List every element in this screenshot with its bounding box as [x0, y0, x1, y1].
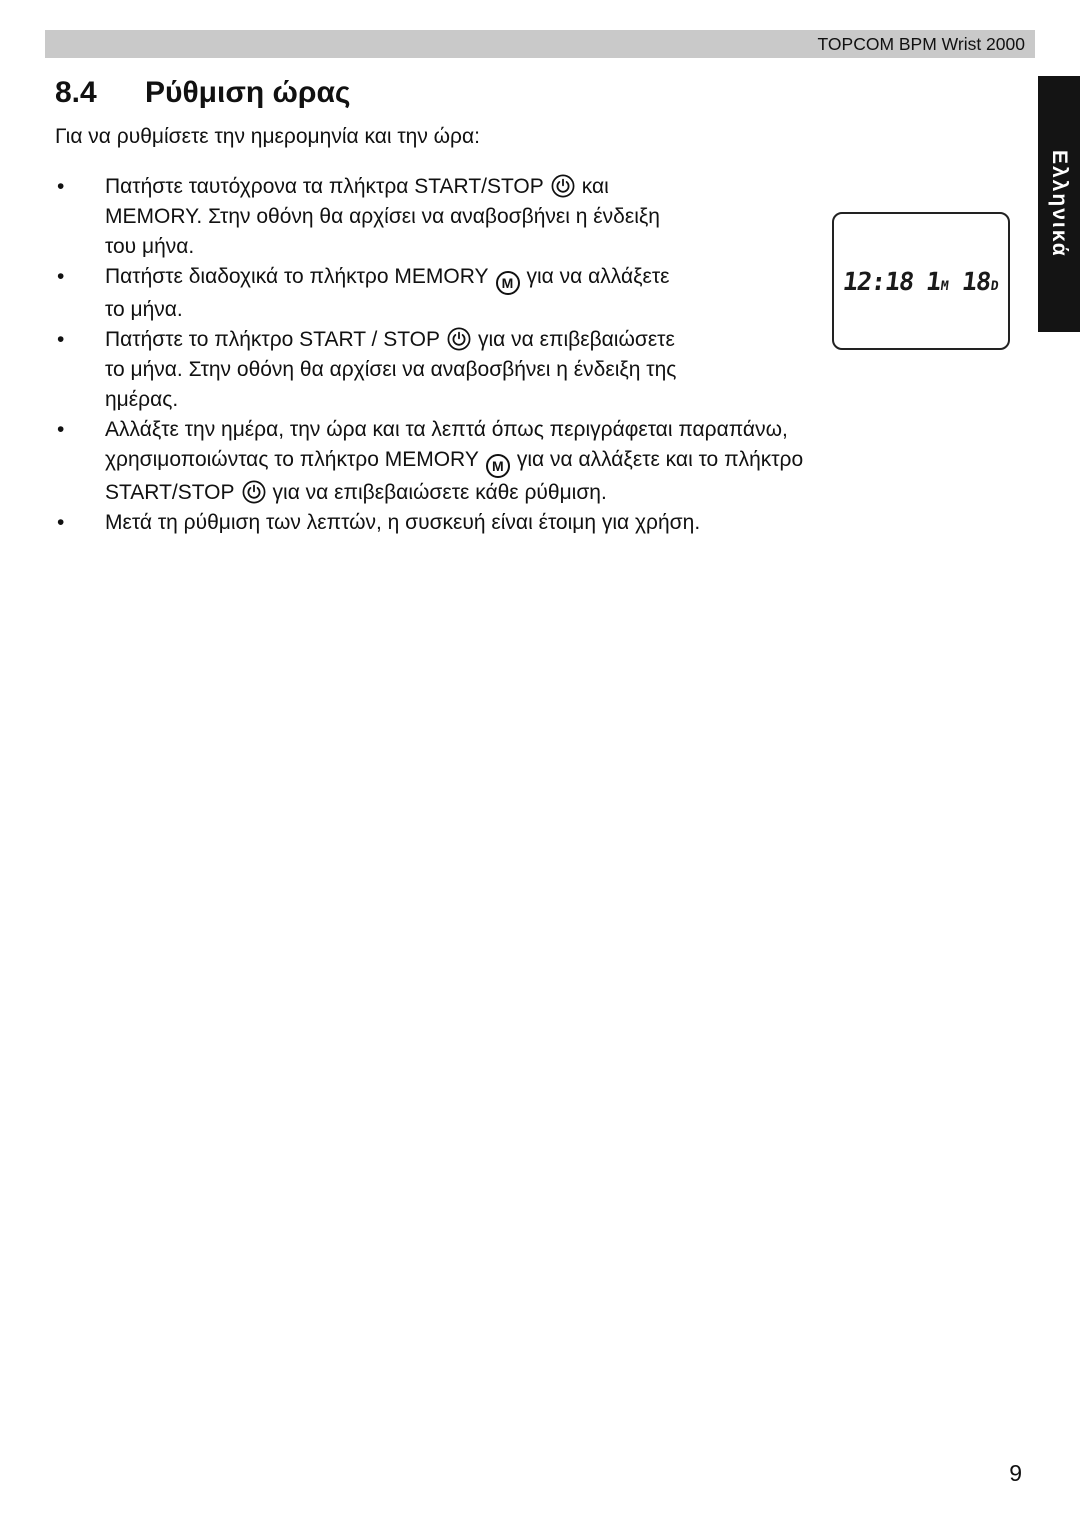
bullet-text: ημέρας.: [105, 388, 179, 411]
header-bar: [45, 30, 1035, 58]
text-line: [105, 172, 1015, 202]
section-title: Ρύθμιση ώρας: [145, 76, 351, 109]
text-line: [105, 262, 1015, 295]
bullet-text: για να αλλάξετε και το πλήκτρο: [516, 448, 804, 471]
bullet-text: Πατήστε ταυτόχρονα τα πλήκτρα START/STOP: [105, 175, 544, 198]
section-heading: [55, 76, 1015, 110]
page-number: 9: [1009, 1460, 1022, 1486]
memory-button-icon: M: [486, 454, 510, 478]
bullet-text: και: [581, 175, 609, 198]
bullet-text: START/STOP: [105, 481, 235, 504]
text-line: [105, 355, 1015, 385]
list-item: [55, 415, 1015, 508]
lcd-day-unit: D: [989, 278, 1000, 294]
bullet-text: για να επιβεβαιώσετε: [478, 328, 675, 351]
start-stop-power-icon: [551, 174, 575, 198]
text-line: [105, 232, 1015, 262]
memory-button-icon: M: [496, 271, 520, 295]
bullet-text: Πατήστε το πλήκτρο START / STOP: [105, 328, 440, 351]
text-line: [105, 202, 1015, 232]
list-item: [55, 262, 1015, 325]
text-line: [105, 325, 1015, 355]
bullet-text: το μήνα.: [105, 298, 183, 321]
bullet-text: Αλλάξτε την ημέρα, την ώρα και τα λεπτά όπως περιγράφεται παραπάνω,: [105, 418, 788, 441]
start-stop-power-icon: [447, 327, 471, 351]
lcd-time: 12:18: [841, 266, 915, 296]
bullet-text: Πατήστε διαδοχικά το πλήκτρο MEMORY: [105, 265, 489, 288]
bullet-text: MEMORY. Στην οθόνη θα αρχίσει να αναβοσβήνει η ένδειξη: [105, 205, 660, 228]
bullet-text: το μήνα. Στην οθόνη θα αρχίσει να αναβοσβήνει η ένδειξη της: [105, 358, 677, 381]
list-item: [55, 325, 1015, 415]
text-line: [105, 478, 1015, 508]
bullet-text: χρησιμοποιώντας το πλήκτρο MEMORY: [105, 448, 479, 471]
text-line: [105, 445, 1015, 478]
lcd-day-value: 18: [960, 266, 992, 296]
content: [55, 76, 1015, 538]
bullet-text: για να επιβεβαιώσετε κάθε ρύθμιση.: [272, 481, 607, 504]
text-line: [105, 295, 1015, 325]
lcd-month-value: 1: [924, 266, 943, 296]
lcd-month-unit: M: [939, 278, 950, 294]
product-title: TOPCOM BPM Wrist 2000: [817, 33, 1025, 54]
list-item: [55, 172, 1015, 262]
instructions-list: [55, 172, 1015, 538]
bullet-text: του μήνα.: [105, 235, 195, 258]
bullet-text: για να αλλάξετε: [526, 265, 670, 288]
bullet-text: Μετά τη ρύθμιση των λεπτών, η συσκευή είναι έτοιμη για χρήση.: [105, 511, 701, 534]
text-line: [105, 508, 1015, 538]
start-stop-power-icon: [242, 480, 266, 504]
section-number: 8.4: [55, 76, 97, 109]
intro-text: Για να ρυθμίσετε την ημερομηνία και την ώρα:: [55, 125, 480, 148]
language-tab: [1038, 76, 1080, 332]
text-line: [105, 415, 1015, 445]
language-tab-label: Ελληνικά: [1048, 150, 1071, 258]
text-line: [105, 385, 1015, 415]
list-item: [55, 508, 1015, 538]
